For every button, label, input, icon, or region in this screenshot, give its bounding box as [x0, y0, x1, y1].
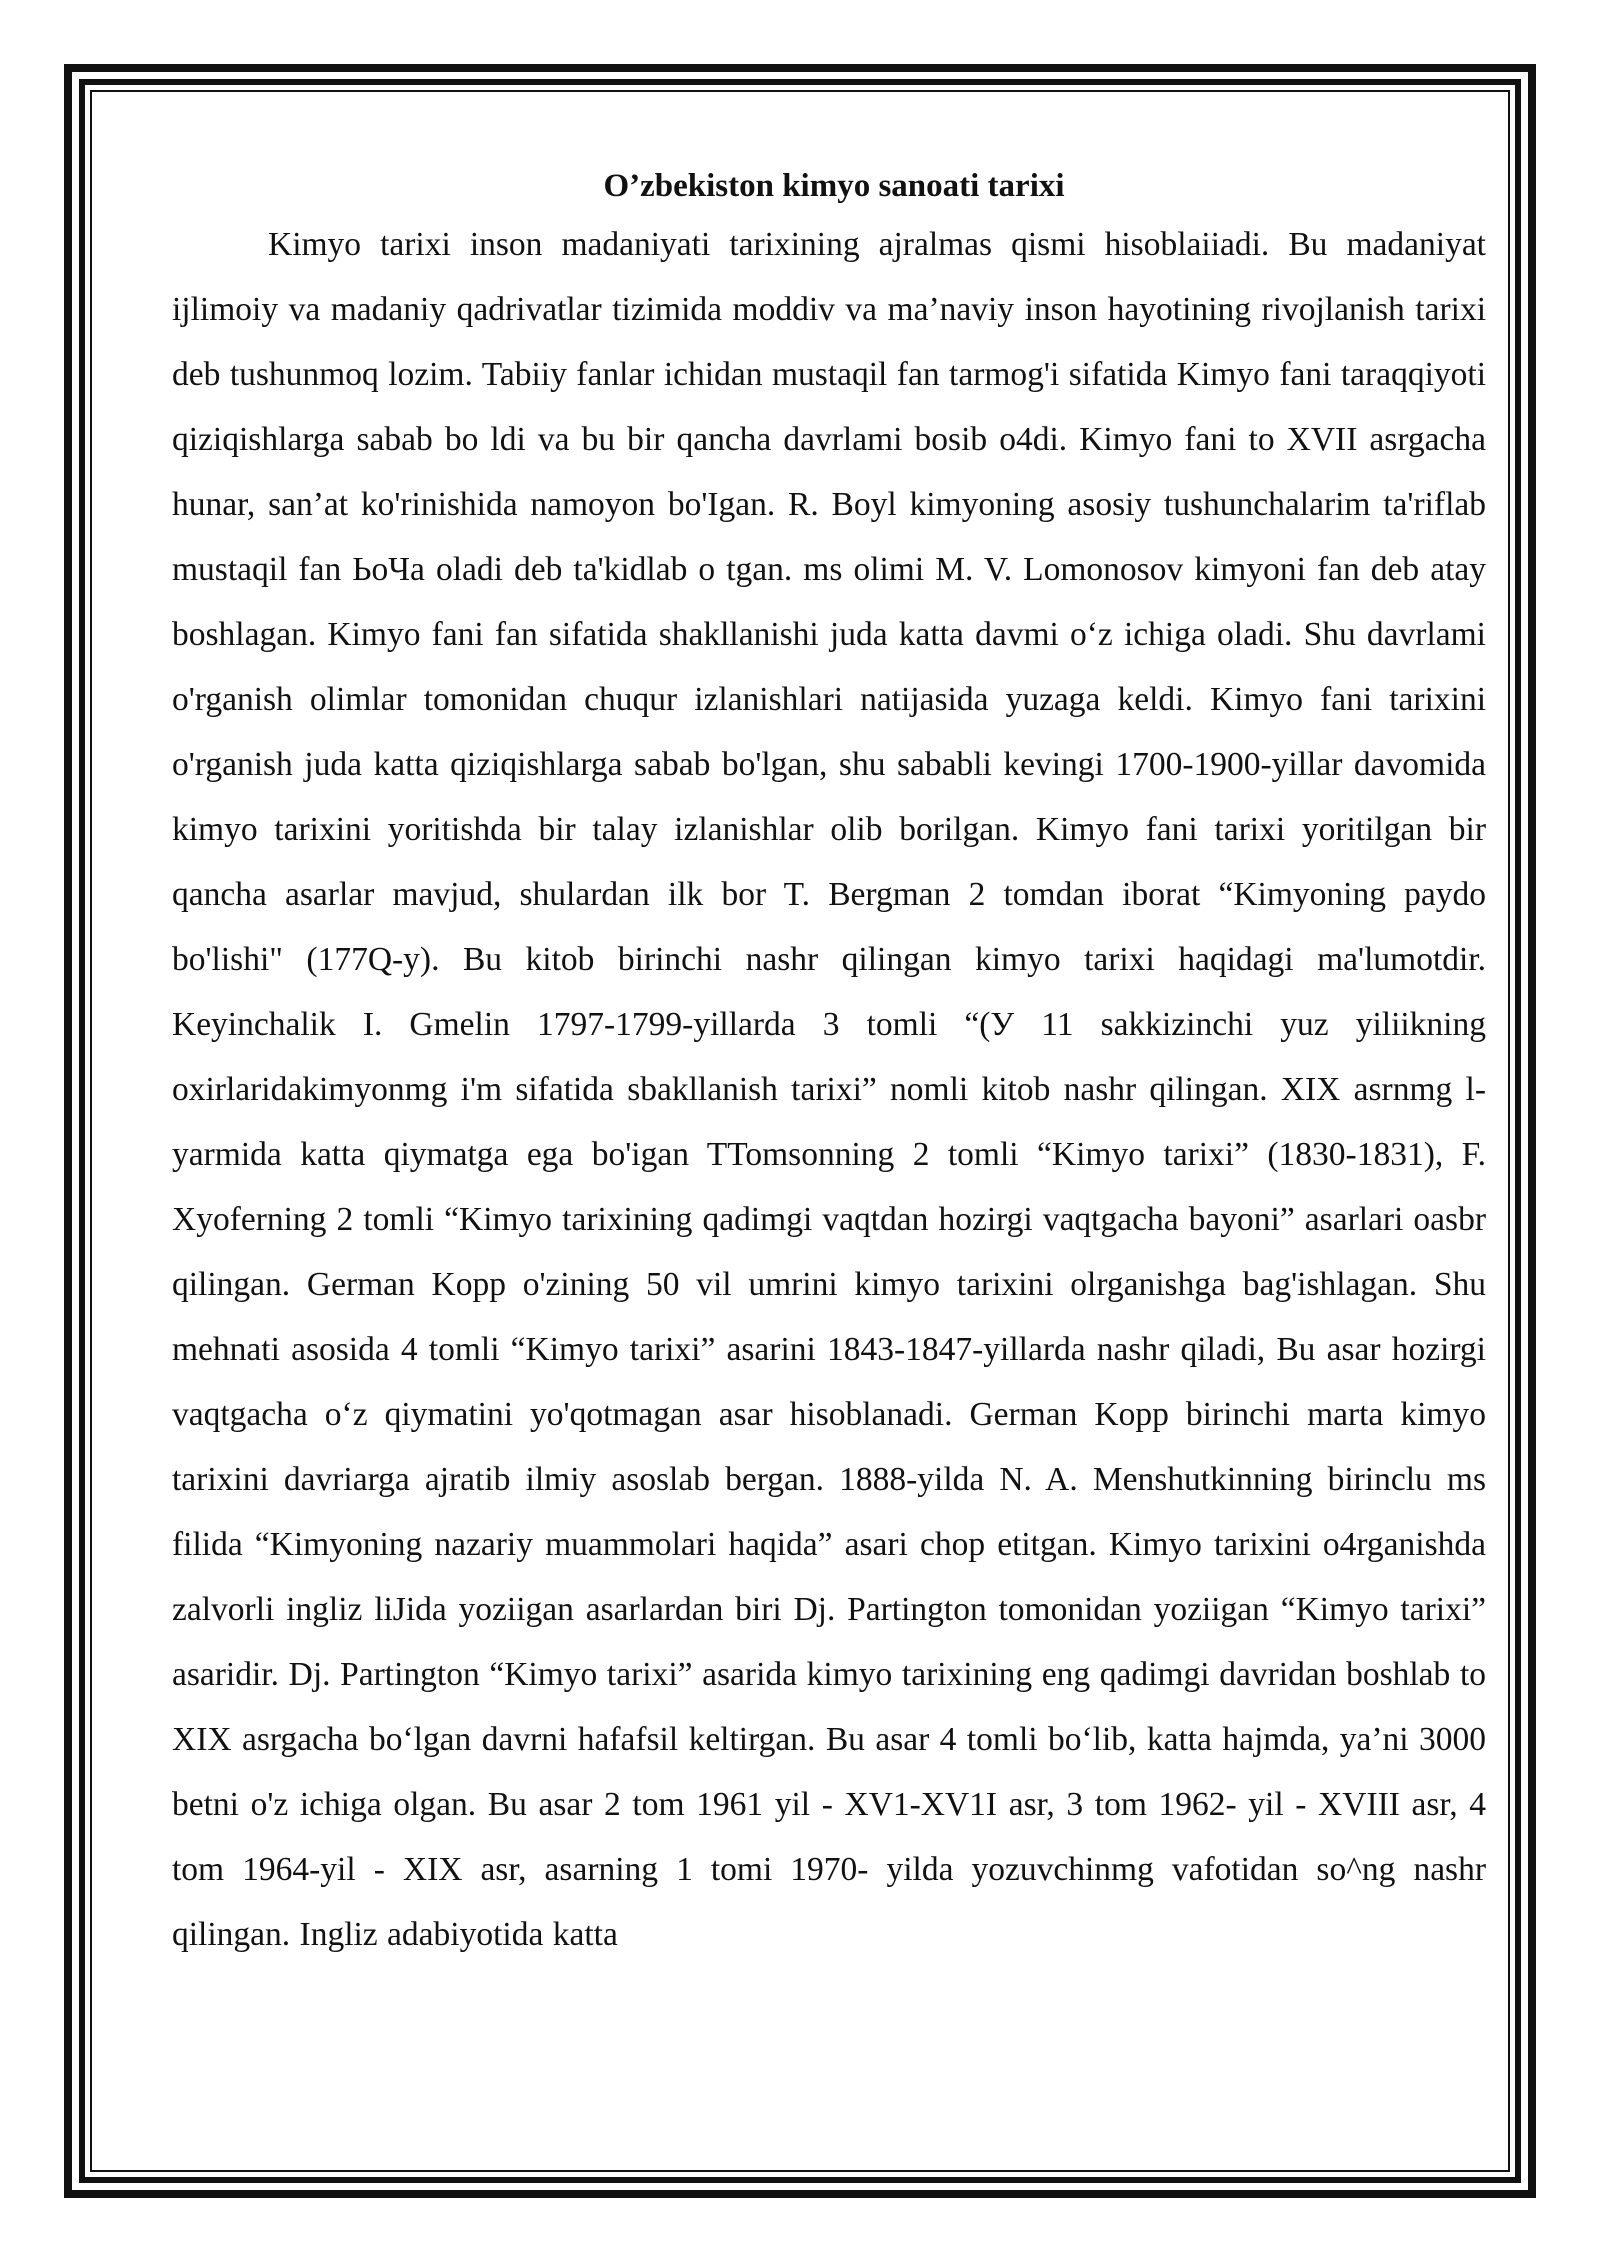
- body-paragraph: Kimyo tarixi inson madaniyati tarixining ajralmas qismi hisoblaiiadi. Bu madaniyat ijlimoiy va madaniy qadrivatlar tizimida moddiv va ma’naviy inson hayotining rivojlanish tarixi deb tushunmoq lozim. Tabiiy fanlar ichidan mustaqil fan tarmog'i sifatida Kimyo fani taraqqiyoti qiziqishlarga sabab bo ldi va bu bir qancha davrlami bosib o4di. Kimyo fani to XVII asrgacha hunar, san’at ko'rinishida namoyon bo'Igan. R. Boyl kimyoning asosiy tushunchalarim ta'riflab mustaqil fan ЬоЧа oladi deb ta'kidlab o tgan. ms olimi M. V. Lomonosov kimyoni fan deb atay boshlagan. Kimyo fani fan sifatida shakllanishi juda katta davmi o‘z ichiga oladi. Shu davrlami o'rganish olimlar tomonidan chuqur izlanishlari natijasida yuzaga keldi. Kimyo fani tarixini o'rganish juda katta qiziqishlarga sabab bo'lgan, shu sababli kevingi 1700-1900-yillar davomida kimyo tarixini yoritishda bir talay izlanishlar olib borilgan. Kimyo fani tarixi yoritilgan bir qancha asarlar mavjud, shulardan ilk bor T. Bergman 2 tomdan iborat “Kimyoning paydo bo'lishi" (177Q-y). Bu kitob birinchi nashr qilingan kimyo tarixi haqidagi ma'lumotdir. Keyinchalik I. Gmelin 1797-1799-yillarda 3 tomli “(У 11 sakkizinchi yuz yiliikning oxirlaridakimyonmg i'm sifatida sbakllanish tarixi” nomli kitob nashr qilingan. XIX asrnmg l-yarmida katta qiymatga ega bo'igan TTomsonning 2 tomli “Kimyo tarixi” (1830-1831), F. Xyoferning 2 tomli “Kimyo tarixining qadimgi vaqtdan hozirgi vaqtgacha bayoni” asarlari oasbr qilingan. German Kopp o'zining 50 vil umrini kimyo tarixini olrganishga bag'ishlagan. Shu mehnati asosida 4 tomli “Kimyo tarixi” asarini 1843-1847-yillarda nashr qiladi, Bu asar hozirgi vaqtgacha o‘z qiymatini yo'qotmagan asar hisoblanadi. German Kopp birinchi marta kimyo tarixini davriarga ajratib ilmiy asoslab bergan. 1888-yilda N. A. Menshutkinning birinclu ms filida “Kimyoning nazariy muammolari haqida” asari chop etitgan. Kimyo tarixini o4rganishda zalvorli ingliz liJida yoziigan asarlardan biri Dj. Partington tomonidan yoziigan “Kimyo tarixi” asaridir. Dj. Partington “Kimyo tarixi” asarida kimyo tarixining eng qadimgi davridan boshlab to XIX asrgacha bo‘lgan davrni hafafsil keltirgan. Bu asar 4 tomli bo‘lib, katta hajmda, ya’ni 3000 betni o'z ichiga olgan. Bu asar 2 tom 1961 yil - XV1-XV1I asr, 3 tom 1962- yil - XVIII asr, 4 tom 1964-yil - XIX asr, asarning 1 tomi 1970- yilda yozuvchinmg vafotidan so^ng nashr qilingan. Ingliz adabiyotida katta: [172, 226, 1486, 1953]
- document-content: [172, 160, 1486, 1967]
- document-title: O’zbekiston kimyo sanoati tarixi: [603, 168, 1065, 204]
